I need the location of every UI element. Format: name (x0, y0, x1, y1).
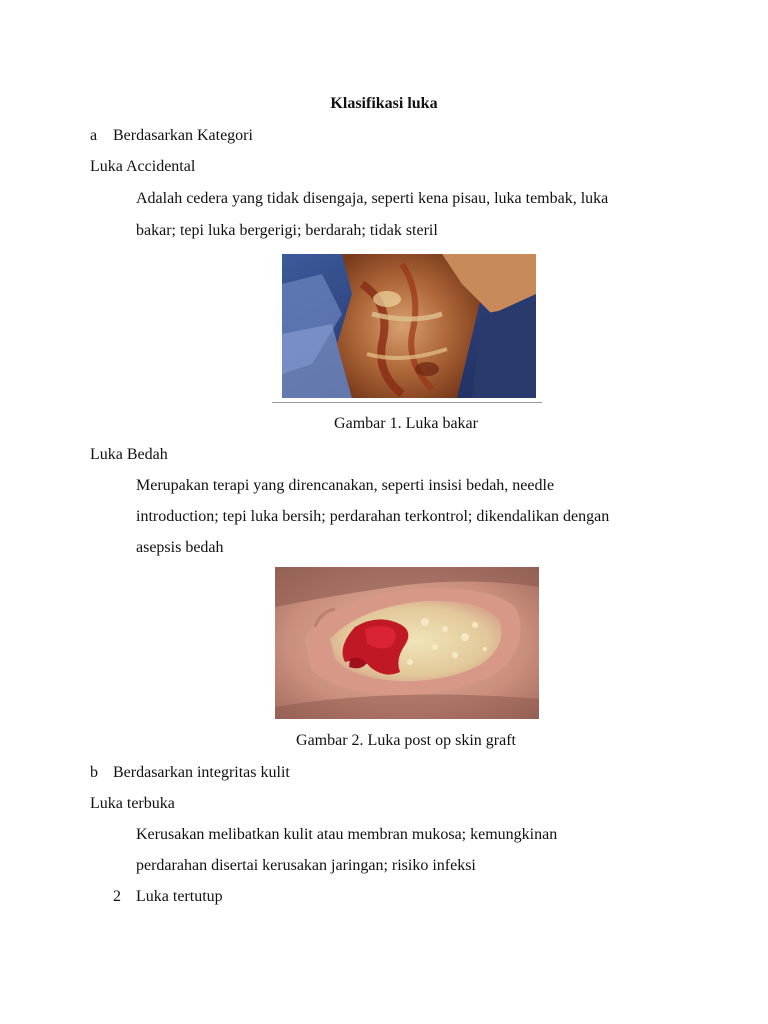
accidental-heading: Luka Accidental (90, 158, 196, 175)
bedah-heading: Luka Bedah (90, 446, 168, 463)
page-title: Klasifikasi luka (330, 95, 438, 112)
accidental-text-line-2: bakar; tepi luka bergerigi; berdarah; tidak steril (136, 222, 438, 239)
figure-2-caption: Gambar 2. Luka post op skin graft (296, 732, 516, 749)
section-b-heading: Berdasarkan integritas kulit (113, 764, 290, 781)
burn-wound-photo (282, 254, 536, 398)
bedah-text-line-2: introduction; tepi luka bersih; perdarahan terkontrol; dikendalikan dengan (136, 508, 610, 525)
tertutup-marker: 2 (113, 888, 121, 905)
section-a-heading: Berdasarkan Kategori (113, 127, 253, 144)
section-b-marker: b (90, 764, 98, 781)
terbuka-heading: Luka terbuka (90, 795, 175, 812)
accidental-text-line-1: Adalah cedera yang tidak disengaja, seperti kena pisau, luka tembak, luka (136, 190, 609, 207)
bedah-text-line-3: asepsis bedah (136, 539, 224, 556)
terbuka-text-line-2: perdarahan disertai kerusakan jaringan; risiko infeksi (136, 857, 476, 874)
section-a-marker: a (90, 127, 98, 144)
skin-graft-wound-photo (275, 567, 539, 719)
terbuka-text-line-1: Kerusakan melibatkan kulit atau membran mukosa; kemungkinan (136, 826, 558, 843)
bedah-text-line-1: Merupakan terapi yang direncanakan, seperti insisi bedah, needle (136, 477, 555, 494)
figure-1-divider (272, 402, 542, 403)
tertutup-heading: Luka tertutup (136, 888, 223, 905)
figure-1-caption: Gambar 1. Luka bakar (334, 415, 478, 432)
